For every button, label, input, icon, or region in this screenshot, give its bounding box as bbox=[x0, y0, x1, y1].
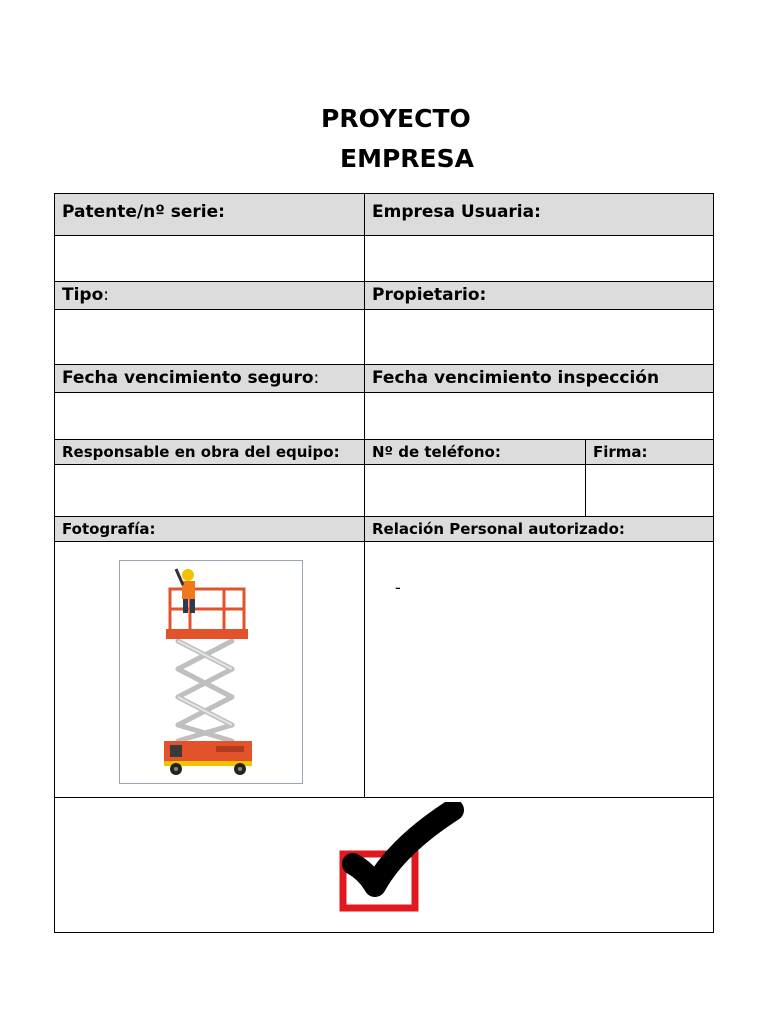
approval-box bbox=[54, 797, 714, 933]
empresa-usuaria-label: Empresa Usuaria: bbox=[372, 202, 541, 222]
title-line-1: PROYECTO bbox=[321, 104, 471, 133]
empresa-usuaria-header-cell bbox=[364, 193, 714, 236]
fotografia-label: Fotografía: bbox=[62, 520, 156, 538]
personal-header-cell bbox=[364, 516, 714, 542]
firma-value-field[interactable] bbox=[585, 464, 714, 517]
firma-label: Firma: bbox=[593, 443, 648, 461]
check-mark-icon bbox=[335, 802, 465, 912]
title-line-2: EMPRESA bbox=[340, 144, 474, 173]
fecha-seguro-colon: : bbox=[313, 368, 320, 388]
personal-list-cell[interactable] bbox=[364, 541, 714, 798]
patente-label: Patente/nº serie: bbox=[62, 202, 225, 222]
tipo-label-wrap bbox=[62, 285, 109, 305]
fecha-seguro-header-cell bbox=[54, 364, 365, 393]
propietario-header-cell bbox=[364, 281, 714, 310]
fecha-inspeccion-label: Fecha vencimiento inspección bbox=[372, 368, 660, 388]
fotografia-cell bbox=[54, 541, 365, 798]
tipo-label: Tipo bbox=[62, 285, 104, 305]
scissor-lift-photo bbox=[119, 560, 303, 784]
tipo-value-field[interactable] bbox=[54, 309, 365, 365]
propietario-label: Propietario: bbox=[372, 285, 487, 305]
fecha-inspeccion-header-cell bbox=[364, 364, 714, 393]
fecha-seguro-label-wrap bbox=[62, 368, 319, 388]
telefono-value-field[interactable] bbox=[364, 464, 586, 517]
firma-header-cell bbox=[585, 439, 714, 465]
fecha-inspeccion-value-field[interactable] bbox=[364, 392, 714, 440]
responsable-label: Responsable en obra del equipo: bbox=[62, 443, 340, 461]
patente-header-cell bbox=[54, 193, 365, 236]
telefono-label: Nº de teléfono: bbox=[372, 443, 501, 461]
fecha-seguro-value-field[interactable] bbox=[54, 392, 365, 440]
responsable-value-field[interactable] bbox=[54, 464, 365, 517]
tipo-header-cell bbox=[54, 281, 365, 310]
tipo-colon: : bbox=[103, 285, 110, 305]
fotografia-header-cell bbox=[54, 516, 365, 542]
equipment-form bbox=[54, 193, 714, 933]
fecha-seguro-label: Fecha vencimiento seguro bbox=[62, 368, 314, 388]
personal-label: Relación Personal autorizado: bbox=[372, 520, 625, 538]
propietario-value-field[interactable] bbox=[364, 309, 714, 365]
personal-list-entry: - bbox=[395, 578, 401, 597]
responsable-header-cell bbox=[54, 439, 365, 465]
scissor-lift-illustration bbox=[120, 561, 302, 783]
empresa-usuaria-value-field[interactable] bbox=[364, 235, 714, 282]
patente-value-field[interactable] bbox=[54, 235, 365, 282]
telefono-header-cell bbox=[364, 439, 586, 465]
